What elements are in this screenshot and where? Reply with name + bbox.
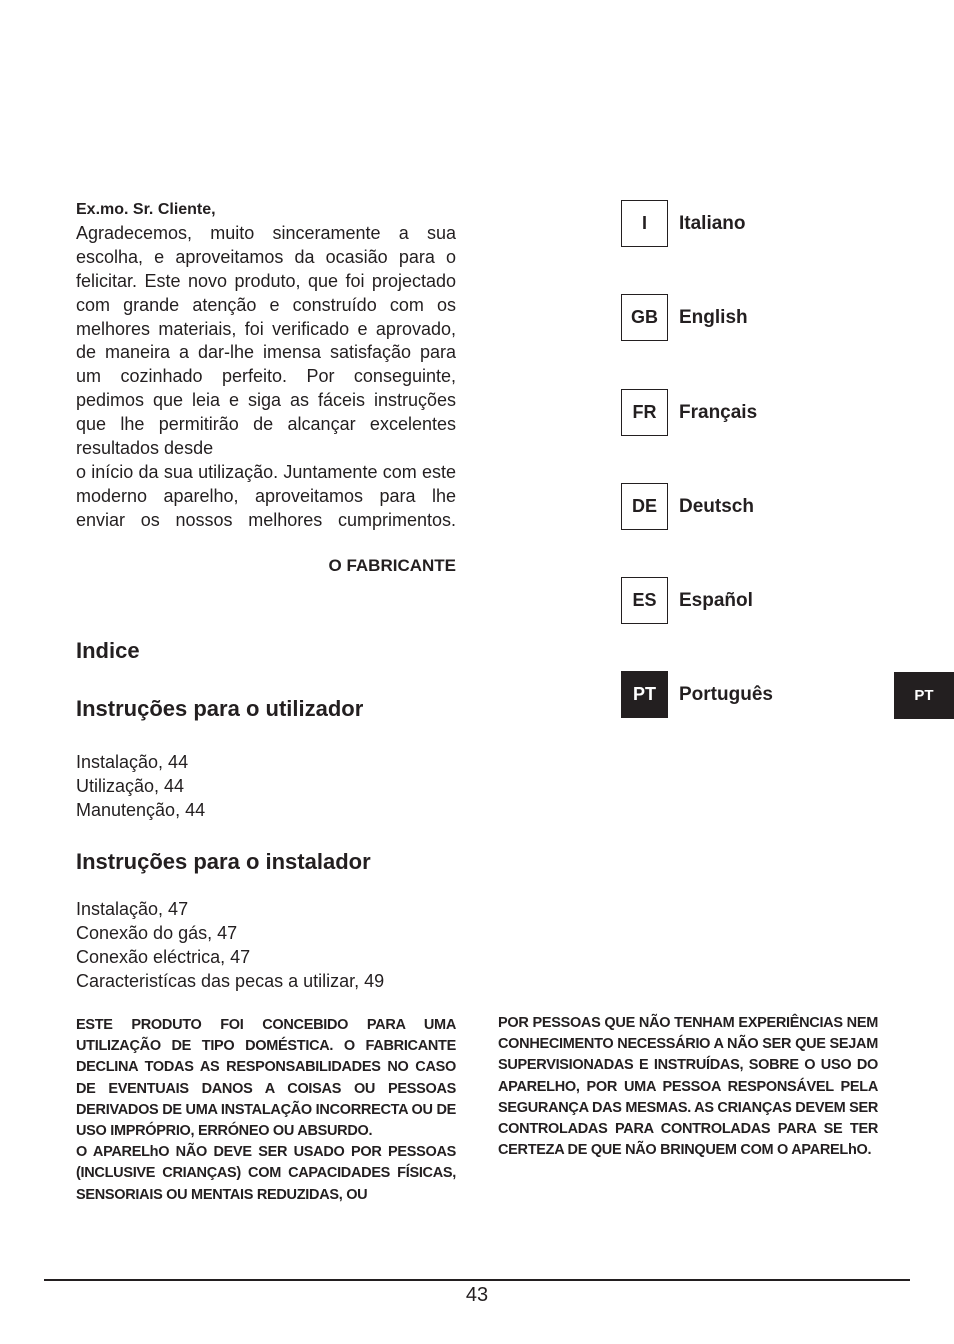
language-code-box: DE xyxy=(621,483,668,530)
language-item-francais[interactable] xyxy=(621,389,757,436)
language-name: Italiano xyxy=(679,212,746,234)
warning-paragraph: O APARELhO NÃO DEVE SER USADO POR PESSOAS (INCLUSIVE CRIANÇAS) COM CAPACIDADES FÍSICAS, SENSORIAIS OU MENTAIS REDUZIDAS, OU xyxy=(76,1144,456,1203)
safety-warning-right: POR PESSOAS QUE NÃO TENHAM EXPERIÊNCIAS NEM CONHECIMENTO NECESSÁRIO A NÃO SER QUE SEJAM SUPERVISIONADAS E INSTRUÍDAS, SOBRE O USO DO APARELHO, POR UMA PESSOA RESPONSÁVEL PELA SEGURANÇA DAS MESMAS. AS CRIANÇAS DEVEM SER CONTROLADAS PARA CONTROLADAS PARA SE TER CERTEZA DE QUE NÃO BRINQUEM COM O APARELhO. xyxy=(498,1015,878,1159)
installer-instructions-list xyxy=(76,897,384,993)
toc-item: Utilização, 44 xyxy=(76,776,185,796)
toc-item: Manutenção, 44 xyxy=(76,800,206,820)
language-item-portugues[interactable] xyxy=(621,671,773,718)
safety-warning-left xyxy=(76,1015,456,1206)
footer-rule xyxy=(44,1279,910,1281)
language-item-espanol[interactable] xyxy=(621,577,753,624)
page-number: 43 xyxy=(465,1284,489,1306)
toc-item: Conexão do gás, 47 xyxy=(76,923,238,943)
language-code-box: GB xyxy=(621,294,668,341)
language-code-box: ES xyxy=(621,577,668,624)
user-instructions-list xyxy=(76,750,205,822)
language-code-box-active: PT xyxy=(621,671,668,718)
toc-item: Caracteristícas das pecas a utilizar, 49 xyxy=(76,971,385,991)
language-name: Español xyxy=(679,589,753,611)
language-side-tab: PT xyxy=(894,672,954,719)
salutation: Ex.mo. Sr. Cliente, xyxy=(76,201,216,218)
warning-paragraph: ESTE PRODUTO FOI CONCEBIDO PARA UMA UTILIZAÇÃO DE TIPO DOMÉSTICA. O FABRICANTE DECLINA TODAS AS RESPONSABILIDADES NO CASO DE EVENTUAIS DANOS A COISAS OU PESSOAS DERIVADOS DE UMA INSTALAÇÃO INCORRECTA OU DE USO IMPRÓPRIO, ERRÓNEO OU ABSURDO. xyxy=(76,1017,456,1140)
language-code-box: FR xyxy=(621,389,668,436)
language-name: English xyxy=(679,306,748,328)
language-item-italiano[interactable] xyxy=(621,200,746,247)
language-item-deutsch[interactable] xyxy=(621,483,754,530)
language-name: Deutsch xyxy=(679,495,754,517)
toc-item: Conexão eléctrica, 47 xyxy=(76,947,251,967)
installer-instructions-heading: Instruções para o instalador xyxy=(76,849,371,874)
toc-item: Instalação, 47 xyxy=(76,899,189,919)
signature: O FABRICANTE xyxy=(328,556,456,575)
toc-item: Instalação, 44 xyxy=(76,752,189,772)
language-name: Français xyxy=(679,401,758,423)
index-title: Indice xyxy=(76,638,140,663)
greeting-paragraph-1: Agradecemos, muito sinceramente a sua escolha, e aproveitamos da ocasião para o felicitar. Este novo produto, que foi projectado com grande atenção e construído com os melhores materiais, foi verificado e aprovado, de maneira a dar-lhe imensa satisfação para um cozinhado perfeito. Por conseguinte, pedimos que leia e siga as fáceis instruções que lhe permitirão de alcançar excelentes resultados desde xyxy=(76,222,456,459)
greeting-paragraph-2: o início da sua utilização. Juntamente com este moderno aparelho, aproveitamos para lhe enviar os nossos melhores cumprimentos. xyxy=(76,461,456,530)
language-name: Português xyxy=(679,683,773,705)
greeting-letter xyxy=(76,198,456,533)
language-code-box: I xyxy=(621,200,668,247)
language-item-english[interactable] xyxy=(621,294,748,341)
user-instructions-heading: Instruções para o utilizador xyxy=(76,696,364,721)
